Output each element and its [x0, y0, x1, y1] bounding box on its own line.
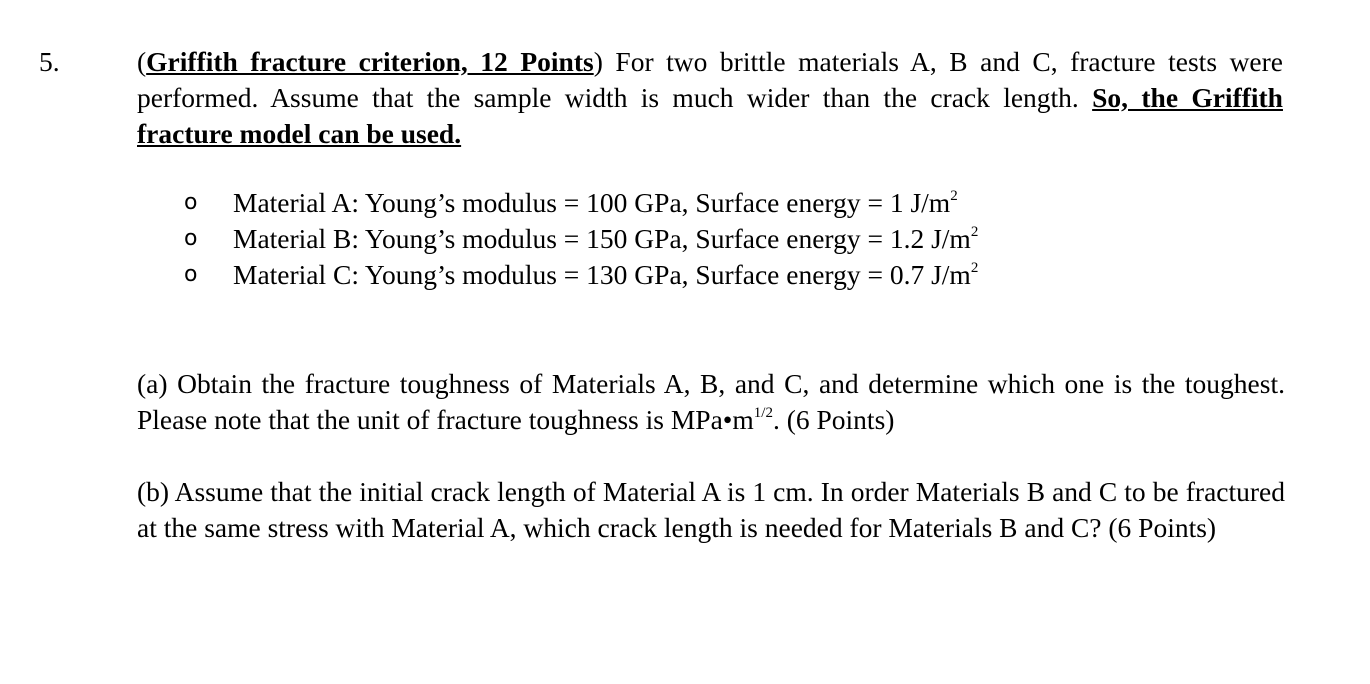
question-title: Griffith fracture criterion, 12 Points — [146, 46, 594, 77]
intro-emphasis: So, the Griffith fracture model can be used. — [137, 82, 1283, 149]
bullet-icon: o — [184, 226, 198, 251]
bullet-icon: o — [184, 190, 198, 215]
question-number: 5. — [39, 46, 60, 77]
material-c-unit-exponent: 2 — [970, 260, 979, 276]
intro-text: For two brittle materials A, B and C, fracture tests were performed. Assume that the sample width is much wider than the crack length. — [137, 46, 1283, 113]
question-intro — [137, 44, 1283, 152]
material-text — [233, 257, 978, 293]
material-c-text: Material C: Young’s modulus = 130 GPa, Surface energy = 0.7 J/m — [233, 259, 971, 290]
material-a-text: Material A: Young’s modulus = 100 GPa, Surface energy = 1 J/m — [233, 187, 951, 218]
part-a-paragraph — [137, 366, 1285, 438]
bullet-icon: o — [184, 262, 198, 287]
title-close-paren: ) — [593, 46, 603, 77]
material-a-unit-exponent: 2 — [950, 188, 958, 204]
material-text — [233, 185, 958, 221]
title-open-paren: ( — [137, 46, 147, 77]
part-a-points: . (6 Points) — [772, 404, 895, 435]
part-b-paragraph: (b) Assume that the initial crack length of Material A is 1 cm. In order Materials B and C to be fractured at the same stress with Material A, which crack length is needed for Materials B and C? (6 Points) — [137, 476, 1285, 543]
part-a-text: (a) Obtain the fracture toughness of Materials A, B, and C, and determine which one is the toughest. Please note that the unit of fracture toughness is MPa•m — [137, 368, 1285, 435]
material-text — [233, 221, 978, 257]
material-b-text: Material B: Young’s modulus = 150 GPa, Surface energy = 1.2 J/m — [233, 223, 971, 254]
part-a-exponent: 1/2 — [753, 405, 773, 421]
material-b-unit-exponent: 2 — [970, 224, 979, 240]
